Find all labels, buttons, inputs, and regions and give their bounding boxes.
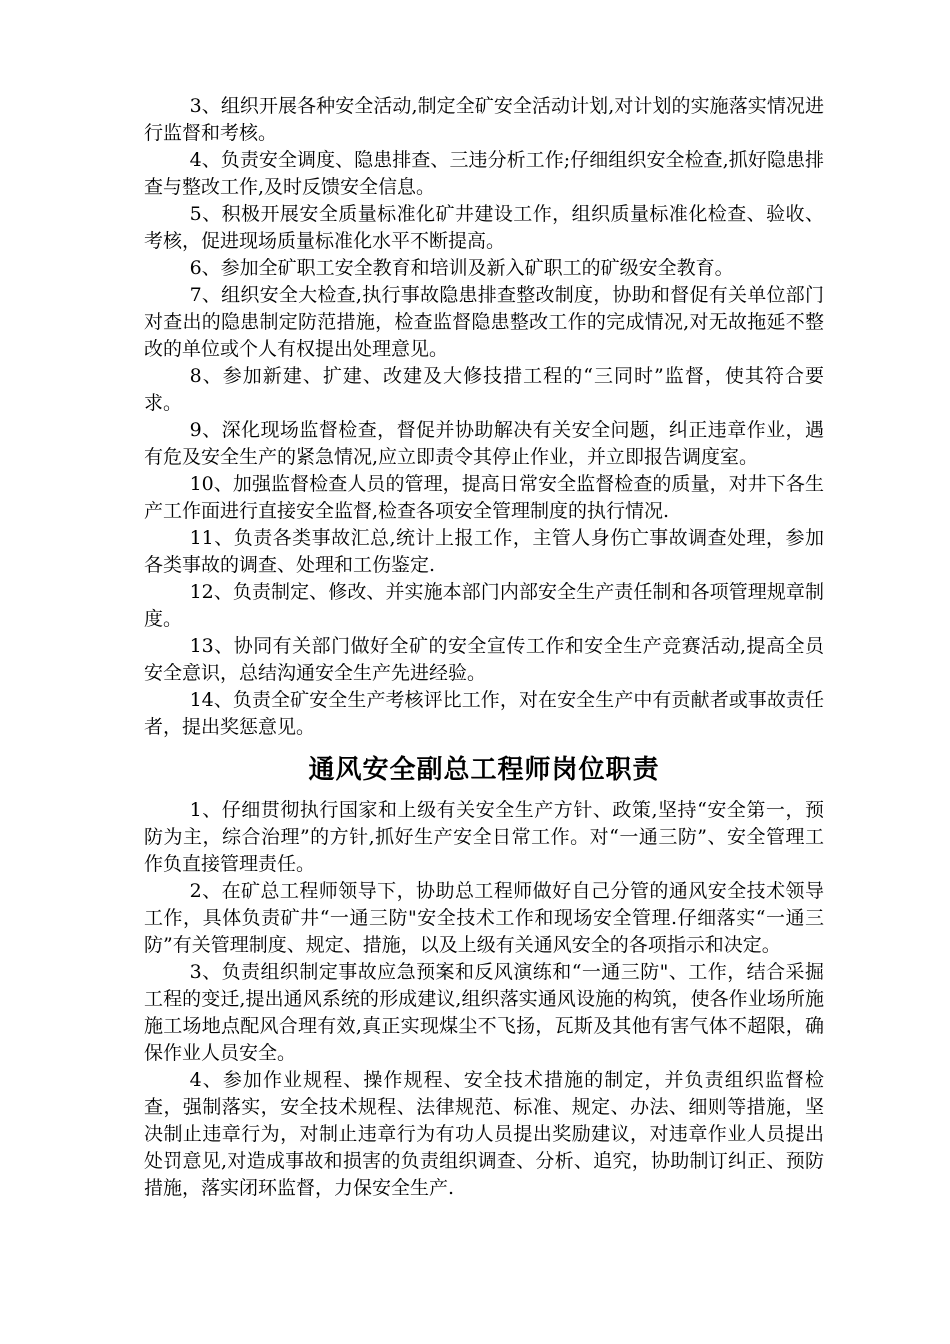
section-title: 通风安全副总工程师岗位职责 <box>308 755 660 785</box>
document-body <box>144 93 824 1202</box>
duty-item: 3、负责组织制定事故应急预案和反风演练和“一通三防"、工作，结合采掘工程的变迁,提出通风系统的形成建议,组织落实通风设施的构筑，使各作业场所施施工场地点配风合理有效,真正实现煤尘不飞扬，瓦斯及其他有害气体不超限，确保作业人员安全。 <box>144 961 824 1064</box>
duty-item: 4、参加作业规程、操作规程、安全技术措施的制定，并负责组织监督检查，强制落实，安全技术规程、法律规范、标准、规定、办法、细则等措施，坚决制止违章行为，对制止违章行为有功人员提出奖励建议，对违章作业人员提出处罚意见,对造成事故和损害的负责组织调查、分析、追究，协助制订纠正、预防措施，落实闭环监督，力保安全生产. <box>144 1069 824 1199</box>
duty-item: 7、组织安全大检查,执行事故隐患排查整改制度，协助和督促有关单位部门对查出的隐患制定防范措施，检查监督隐患整改工作的完成情况,对无故拖延不整改的单位或个人有权提出处理意见。 <box>144 284 824 360</box>
duty-item: 9、深化现场监督检查，督促并协助解决有关安全问题，纠正违章作业，遇有危及安全生产的紧急情况,应立即责令其停止作业，并立即报告调度室。 <box>144 419 824 468</box>
duty-item: 11、负责各类事故汇总,统计上报工作，主管人身伤亡事故调查处理，参加各类事故的调查、处理和工伤鉴定. <box>144 527 824 576</box>
duty-item: 4、负责安全调度、隐患排查、三违分析工作;仔细组织安全检查,抓好隐患排查与整改工作,及时反馈安全信息。 <box>144 149 824 198</box>
duty-item: 3、组织开展各种安全活动,制定全矿安全活动计划,对计划的实施落实情况进行监督和考核。 <box>144 95 824 144</box>
duty-item: 13、协同有关部门做好全矿的安全宣传工作和安全生产竞赛活动,提高全员安全意识，总结沟通安全生产先进经验。 <box>144 635 824 684</box>
duty-item: 1、仔细贯彻执行国家和上级有关安全生产方针、政策,坚持“安全第一，预防为主，综合治理”的方针,抓好生产安全日常工作。对“一通三防”、安全管理工作负直接管理责任。 <box>144 799 824 875</box>
duty-item: 12、负责制定、修改、并实施本部门内部安全生产责任制和各项管理规章制度。 <box>144 581 824 630</box>
duty-item: 6、参加全矿职工安全教育和培训及新入矿职工的矿级安全教育。 <box>189 257 734 279</box>
duty-item: 14、负责全矿安全生产考核评比工作，对在安全生产中有贡献者或事故责任者，提出奖惩意见。 <box>144 689 824 738</box>
duty-item: 8、参加新建、扩建、改建及大修技措工程的“三同时”监督，使其符合要求。 <box>144 365 824 414</box>
duty-item: 2、在矿总工程师领导下，协助总工程师做好自己分管的通风安全技术领导工作，具体负责矿井“一通三防"安全技术工作和现场安全管理.仔细落实“一通三防”有关管理制度、规定、措施，以及上级有关通风安全的各项指示和决定。 <box>144 880 824 956</box>
duty-item: 10、加强监督检查人员的管理，提高日常安全监督检查的质量，对井下各生产工作面进行直接安全监督,检查各项安全管理制度的执行情况. <box>144 473 824 522</box>
duty-item: 5、积极开展安全质量标准化矿井建设工作，组织质量标准化检查、验收、考核，促进现场质量标准化水平不断提高。 <box>144 203 824 252</box>
